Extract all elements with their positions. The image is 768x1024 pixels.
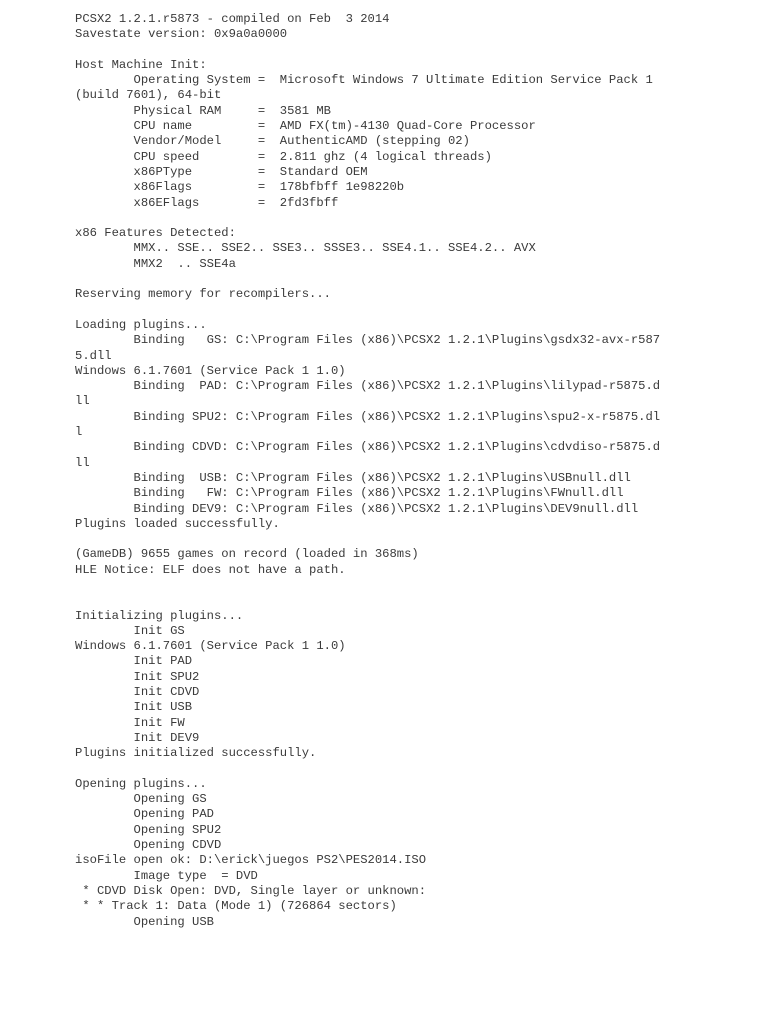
log-line bbox=[75, 762, 660, 777]
log-line: CPU speed = 2.811 ghz (4 logical threads) bbox=[75, 149, 492, 164]
log-line: Binding USB: C:\Program Files (x86)\PCSX2 1.2.1\Plugins\USBnull.dll bbox=[75, 470, 631, 485]
log-line: isoFile open ok: D:\erick\juegos PS2\PES2014.ISO bbox=[75, 853, 427, 868]
log-line: x86 Features Detected: bbox=[75, 226, 236, 241]
log-line: Loading plugins... bbox=[75, 317, 207, 332]
log-line: Init CDVD bbox=[75, 685, 200, 700]
log-line: * * Track 1: Data (Mode 1) (726864 sectors) bbox=[75, 899, 397, 914]
log-line bbox=[75, 593, 660, 608]
log-line: Binding GS: C:\Program Files (x86)\PCSX2 1.2.1\Plugins\gsdx32-avx-r587 bbox=[75, 333, 661, 348]
log-line: Init PAD bbox=[75, 654, 193, 669]
log-line: Opening SPU2 bbox=[75, 822, 222, 837]
log-line: Initializing plugins... bbox=[75, 608, 244, 623]
log-line: Init GS bbox=[75, 623, 185, 638]
log-line: x86PType = Standard OEM bbox=[75, 164, 368, 179]
log-line: Opening GS bbox=[75, 792, 207, 807]
log-line: ll bbox=[75, 455, 90, 470]
log-line: ll bbox=[75, 394, 90, 409]
log-line: Binding SPU2: C:\Program Files (x86)\PCSX2 1.2.1\Plugins\spu2-x-r5875.dl bbox=[75, 409, 661, 424]
log-line: Init FW bbox=[75, 715, 185, 730]
log-line: Init DEV9 bbox=[75, 730, 200, 745]
log-line: Savestate version: 0x9a0a0000 bbox=[75, 27, 288, 42]
log-line: Init USB bbox=[75, 700, 193, 715]
log-line: (GameDB) 9655 games on record (loaded in 368ms) bbox=[75, 547, 419, 562]
log-line: Reserving memory for recompilers... bbox=[75, 287, 331, 302]
log-line: * CDVD Disk Open: DVD, Single layer or unknown: bbox=[75, 883, 427, 898]
log-line: Physical RAM = 3581 MB bbox=[75, 103, 331, 118]
log-line: Plugins initialized successfully. bbox=[75, 746, 317, 761]
log-line bbox=[75, 43, 660, 58]
log-line: CPU name = AMD FX(tm)-4130 Quad-Core Processor bbox=[75, 119, 536, 134]
log-line: Operating System = Microsoft Windows 7 Ultimate Edition Service Pack 1 bbox=[75, 73, 653, 88]
log-line bbox=[75, 272, 660, 287]
log-line bbox=[75, 578, 660, 593]
log-line: Host Machine Init: bbox=[75, 57, 207, 72]
log-line: MMX2 .. SSE4a bbox=[75, 256, 236, 271]
log-line: Opening CDVD bbox=[75, 838, 222, 853]
log-line: Binding CDVD: C:\Program Files (x86)\PCSX2 1.2.1\Plugins\cdvdiso-r5875.d bbox=[75, 440, 661, 455]
log-line: MMX.. SSE.. SSE2.. SSE3.. SSSE3.. SSE4.1.. SSE4.2.. AVX bbox=[75, 241, 536, 256]
log-line: l bbox=[75, 425, 83, 440]
log-line: Binding FW: C:\Program Files (x86)\PCSX2 1.2.1\Plugins\FWnull.dll bbox=[75, 486, 624, 501]
log-line: Opening USB bbox=[75, 914, 214, 929]
log-line: HLE Notice: ELF does not have a path. bbox=[75, 562, 346, 577]
log-line: x86EFlags = 2fd3fbff bbox=[75, 195, 339, 210]
log-line: Image type = DVD bbox=[75, 868, 258, 883]
log-line: Vendor/Model = AuthenticAMD (stepping 02) bbox=[75, 134, 470, 149]
log-line: x86Flags = 178bfbff 1e98220b bbox=[75, 180, 405, 195]
log-line bbox=[75, 303, 660, 318]
log-line bbox=[75, 211, 660, 226]
log-line: 5.dll bbox=[75, 348, 112, 363]
log-line: Plugins loaded successfully. bbox=[75, 516, 280, 531]
log-line: Windows 6.1.7601 (Service Pack 1 1.0) bbox=[75, 363, 346, 378]
log-line: Binding DEV9: C:\Program Files (x86)\PCSX2 1.2.1\Plugins\DEV9null.dll bbox=[75, 501, 639, 516]
log-line: Opening plugins... bbox=[75, 776, 207, 791]
log-line: Binding PAD: C:\Program Files (x86)\PCSX2 1.2.1\Plugins\lilypad-r5875.d bbox=[75, 379, 661, 394]
log-line: (build 7601), 64-bit bbox=[75, 88, 222, 103]
log-line: Opening PAD bbox=[75, 807, 214, 822]
log-line bbox=[75, 532, 660, 547]
log-line: PCSX2 1.2.1.r5873 - compiled on Feb 3 2014 bbox=[75, 12, 390, 26]
log-line: Windows 6.1.7601 (Service Pack 1 1.0) bbox=[75, 639, 346, 654]
log-line: Init SPU2 bbox=[75, 669, 200, 684]
log-text bbox=[75, 12, 660, 930]
